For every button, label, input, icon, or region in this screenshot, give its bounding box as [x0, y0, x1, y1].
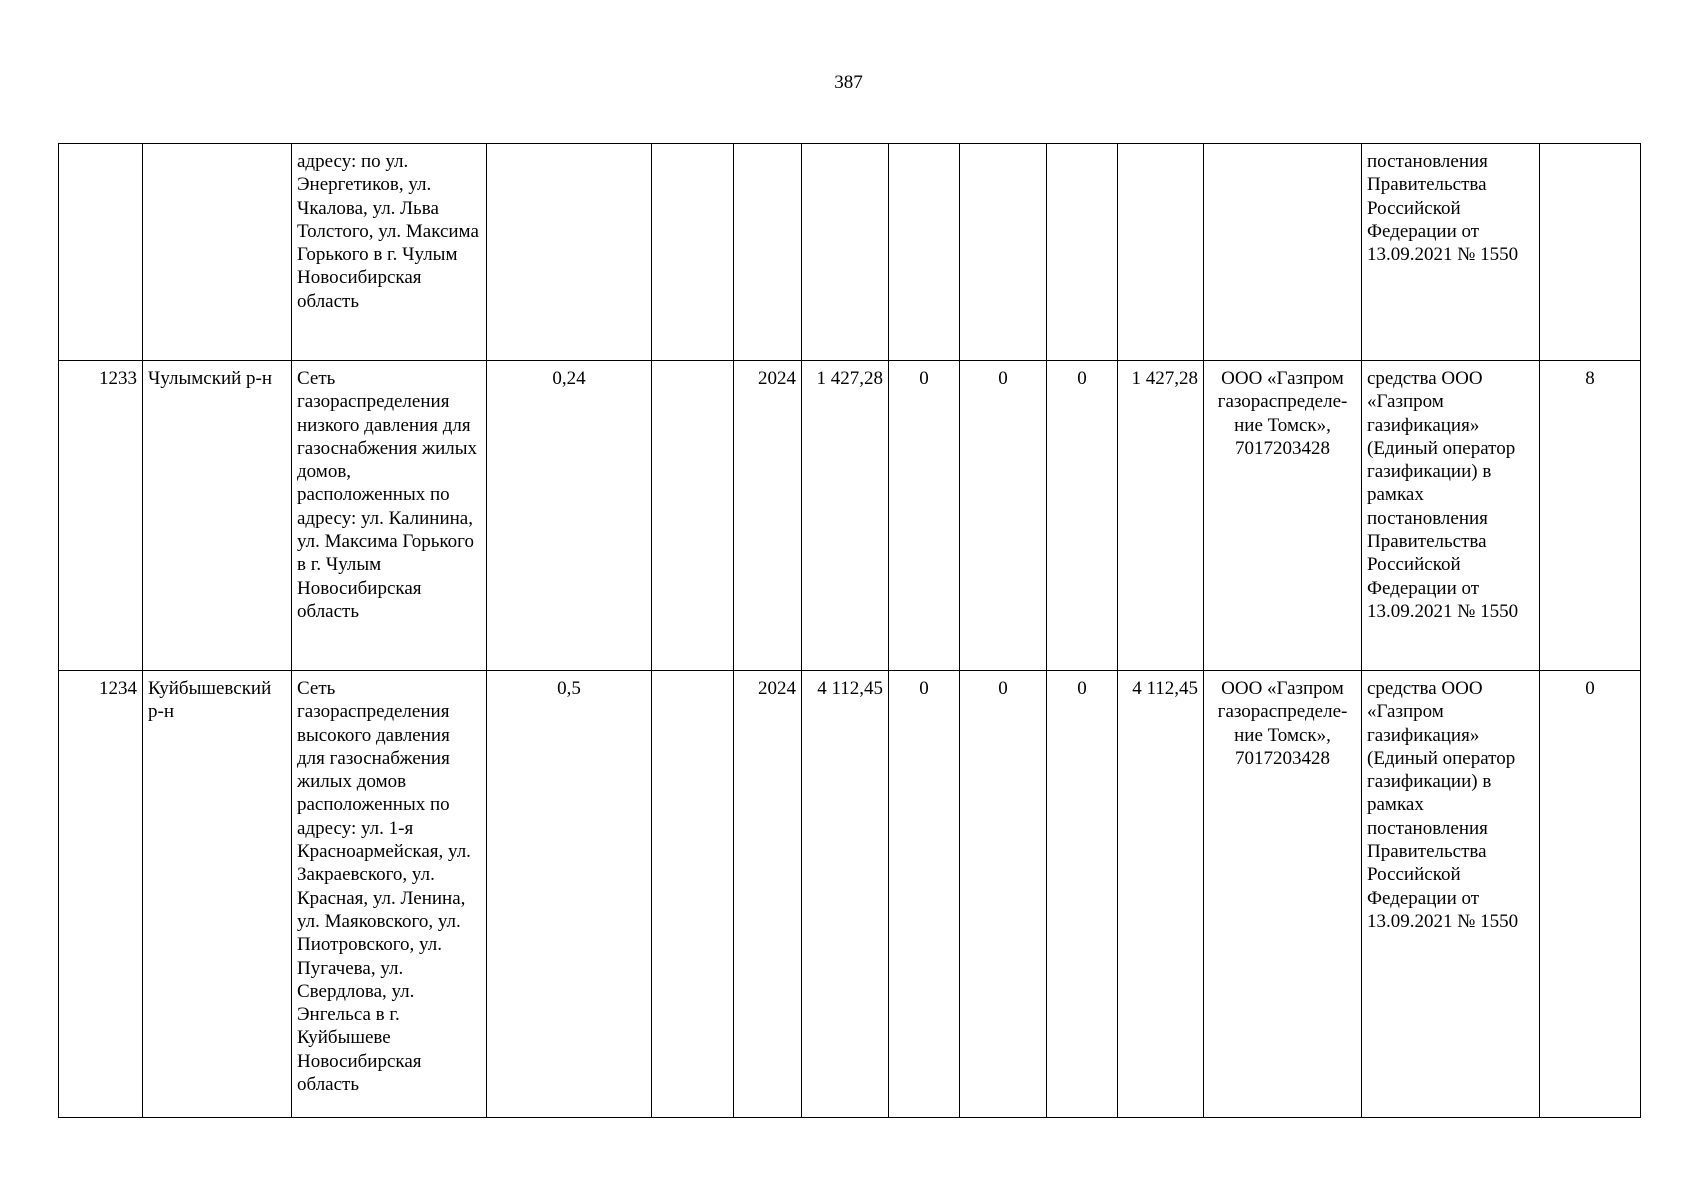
cost-cell-4: 1 427,28: [1118, 361, 1204, 671]
year-cell: 2024: [734, 361, 802, 671]
object-description-cell: адресу: по ул. Энергетиков, ул. Чкалова, ул. Льва Толстого, ул. Максима Горького в г. Чулым Новосибирская область: [292, 144, 487, 361]
row-number-cell: 1233: [59, 361, 143, 671]
organization-cell: ООО «Газпром газораспределе-ние Томск», 7017203428: [1204, 361, 1362, 671]
empty-cell: [652, 144, 734, 361]
cost-cell-2: 0: [960, 671, 1047, 1118]
object-description-cell: Сеть газораспределения низкого давления для газоснабжения жилых домов, расположенных по адресу: ул. Калинина, ул. Максима Горького в г. Чулым Новосибирская область: [292, 361, 487, 671]
cost-cell-4: 4 112,45: [1118, 671, 1204, 1118]
total-cost-cell: [802, 144, 889, 361]
cost-cell-4: [1118, 144, 1204, 361]
cost-cell-2: 0: [960, 361, 1047, 671]
table-row: [59, 361, 1641, 671]
cost-cell-3: 0: [1047, 671, 1118, 1118]
organization-cell: [1204, 144, 1362, 361]
gasification-table: [58, 143, 1641, 1118]
district-cell: Чулымский р-н: [143, 361, 292, 671]
length-cell: 0,24: [487, 361, 652, 671]
district-cell: [143, 144, 292, 361]
last-column-cell: 8: [1540, 361, 1641, 671]
funding-source-cell: средства ООО «Газпром газификация» (Единый оператор газификации) в рамках постановления Правительства Российской Федерации от 13.09.2021 № 1550: [1362, 361, 1540, 671]
last-column-cell: [1540, 144, 1641, 361]
organization-cell: ООО «Газпром газораспределе-ние Томск», 7017203428: [1204, 671, 1362, 1118]
row-number-cell: 1234: [59, 671, 143, 1118]
empty-cell: [652, 671, 734, 1118]
year-cell: 2024: [734, 671, 802, 1118]
funding-source-cell: постановления Правительства Российской Федерации от 13.09.2021 № 1550: [1362, 144, 1540, 361]
cost-cell-3: 0: [1047, 361, 1118, 671]
empty-cell: [652, 361, 734, 671]
table-row: [59, 144, 1641, 361]
cost-cell-1: [889, 144, 960, 361]
funding-source-cell: средства ООО «Газпром газификация» (Единый оператор газификации) в рамках постановления Правительства Российской Федерации от 13.09.2021 № 1550: [1362, 671, 1540, 1118]
total-cost-cell: 1 427,28: [802, 361, 889, 671]
district-cell: Куйбышевский р-н: [143, 671, 292, 1118]
cost-cell-1: 0: [889, 671, 960, 1118]
length-cell: 0,5: [487, 671, 652, 1118]
table-row: [59, 671, 1641, 1118]
cost-cell-2: [960, 144, 1047, 361]
length-cell: [487, 144, 652, 361]
total-cost-cell: 4 112,45: [802, 671, 889, 1118]
cost-cell-1: 0: [889, 361, 960, 671]
cost-cell-3: [1047, 144, 1118, 361]
last-column-cell: 0: [1540, 671, 1641, 1118]
year-cell: [734, 144, 802, 361]
page-number: 387: [834, 72, 863, 93]
row-number-cell: [59, 144, 143, 361]
object-description-cell: Сеть газораспределения высокого давления для газоснабжения жилых домов расположенных по адресу: ул. 1-я Красноармейская, ул. Закраевского, ул. Красная, ул. Ленина, ул. Маяковского, ул. Пиотровского, ул. Пугачева, ул. Свердлова, ул. Энгельса в г. Куйбышеве Новосибирская область: [292, 671, 487, 1118]
